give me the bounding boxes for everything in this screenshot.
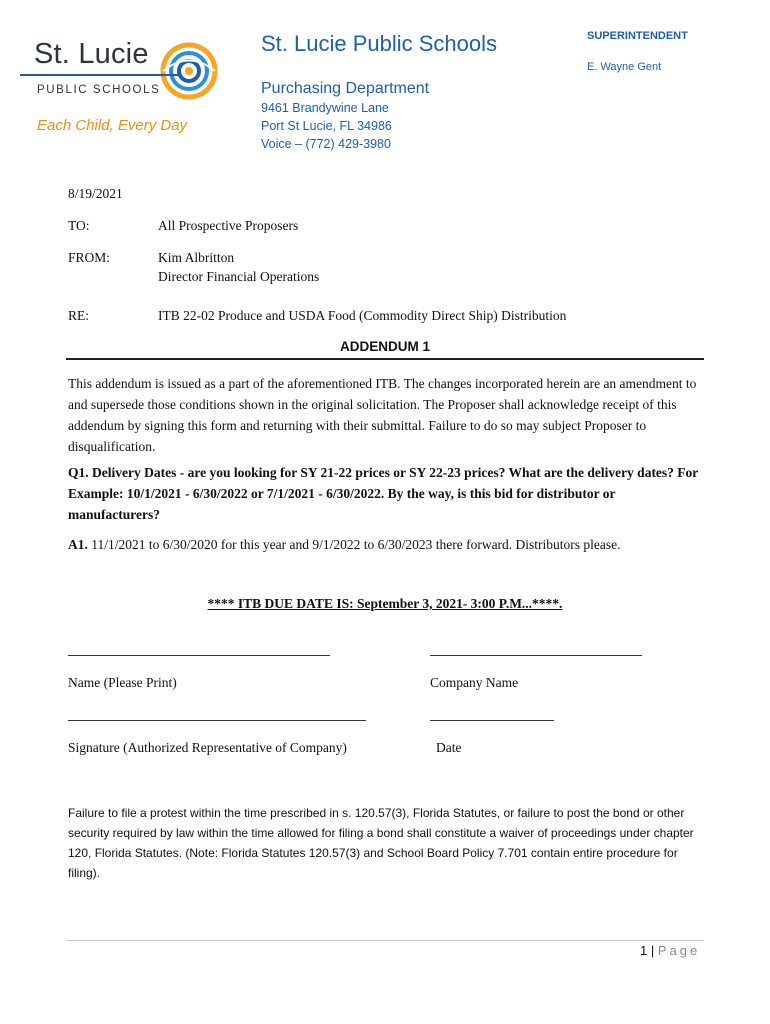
name-line bbox=[68, 655, 330, 656]
question-1: Q1. Delivery Dates - are you looking for SY 21-22 prices or SY 22-23 prices? What are the delivery dates? For Example: 10/1/2021 - 6/30/2022 or 7/1/2021 - 6/30/2022. By the way, is this bid for distributor or manufacturers? bbox=[68, 465, 699, 522]
legal-notice: Failure to file a protest within the time prescribed in s. 120.57(3), Florida Statutes, or failure to post the bond or other security required by law within the time allowed for filing a bond shall constitute a waiver of proceedings under chapter 120, Florida Statutes. (Note: Florida Statutes 120.57(3) and School Board Policy 7.701 contain entire procedure for filing). bbox=[68, 806, 694, 880]
memo-from-title: Director Financial Operations bbox=[158, 269, 320, 284]
name-label: Name (Please Print) bbox=[68, 675, 177, 690]
due-date-notice: **** ITB DUE DATE IS: September 3, 2021- 3:00 P.M...****. bbox=[207, 596, 563, 611]
address-line-2: Port St Lucie, FL 34986 bbox=[261, 119, 392, 133]
address-line-1: 9461 Brandywine Lane bbox=[261, 101, 389, 115]
signature-label: Signature (Authorized Representative of Company) bbox=[68, 740, 347, 755]
company-line bbox=[430, 655, 642, 656]
logo-underline bbox=[20, 74, 180, 76]
memo-date: 8/19/2021 bbox=[68, 186, 123, 201]
logo-name: St. Lucie bbox=[34, 38, 149, 70]
superintendent-name: E. Wayne Gent bbox=[587, 61, 662, 73]
logo-sun-icon bbox=[158, 40, 220, 102]
answer-1 bbox=[68, 534, 708, 555]
department-name: Purchasing Department bbox=[261, 80, 430, 97]
memo-from-label: FROM: bbox=[68, 250, 111, 265]
page-word: Page bbox=[657, 943, 701, 958]
page-footer bbox=[640, 943, 700, 958]
page-number: 1 bbox=[640, 943, 648, 958]
logo-tagline: Each Child, Every Day bbox=[37, 117, 188, 134]
voice-phone: Voice – (772) 429-3980 bbox=[261, 137, 391, 151]
answer-label: A1. bbox=[68, 537, 88, 552]
company-label: Company Name bbox=[430, 675, 519, 690]
answer-text: 11/1/2021 to 6/30/2020 for this year and 9/1/2022 to 6/30/2023 there forward. Distributors please. bbox=[87, 537, 621, 552]
memo-to-label: TO: bbox=[68, 218, 90, 233]
memo-to-value: All Prospective Proposers bbox=[158, 218, 299, 233]
superintendent-label: SUPERINTENDENT bbox=[587, 30, 688, 42]
date-line bbox=[430, 720, 554, 721]
page-separator: | bbox=[647, 943, 658, 958]
memo-re-value: ITB 22-02 Produce and USDA Food (Commodity Direct Ship) Distribution bbox=[158, 308, 567, 323]
header-divider bbox=[66, 358, 704, 360]
addendum-title: ADDENDUM 1 bbox=[339, 339, 430, 354]
organization-title: St. Lucie Public Schools bbox=[261, 31, 498, 56]
date-label: Date bbox=[436, 740, 462, 755]
addendum-intro: This addendum is issued as a part of the aforementioned ITB. The changes incorporated herein are an amendment to and supersede those conditions shown in the original solicitation. The Proposer shall acknowledge receipt of this addendum by signing this form and returning with their submittal. Failure to do so may subject Proposer to disqualification. bbox=[68, 376, 697, 454]
logo-subtitle: PUBLIC SCHOOLS bbox=[37, 84, 161, 96]
memo-re-label: RE: bbox=[68, 308, 90, 323]
footer-divider bbox=[66, 940, 704, 941]
memo-from-name: Kim Albritton bbox=[158, 250, 235, 265]
signature-line bbox=[68, 720, 366, 721]
